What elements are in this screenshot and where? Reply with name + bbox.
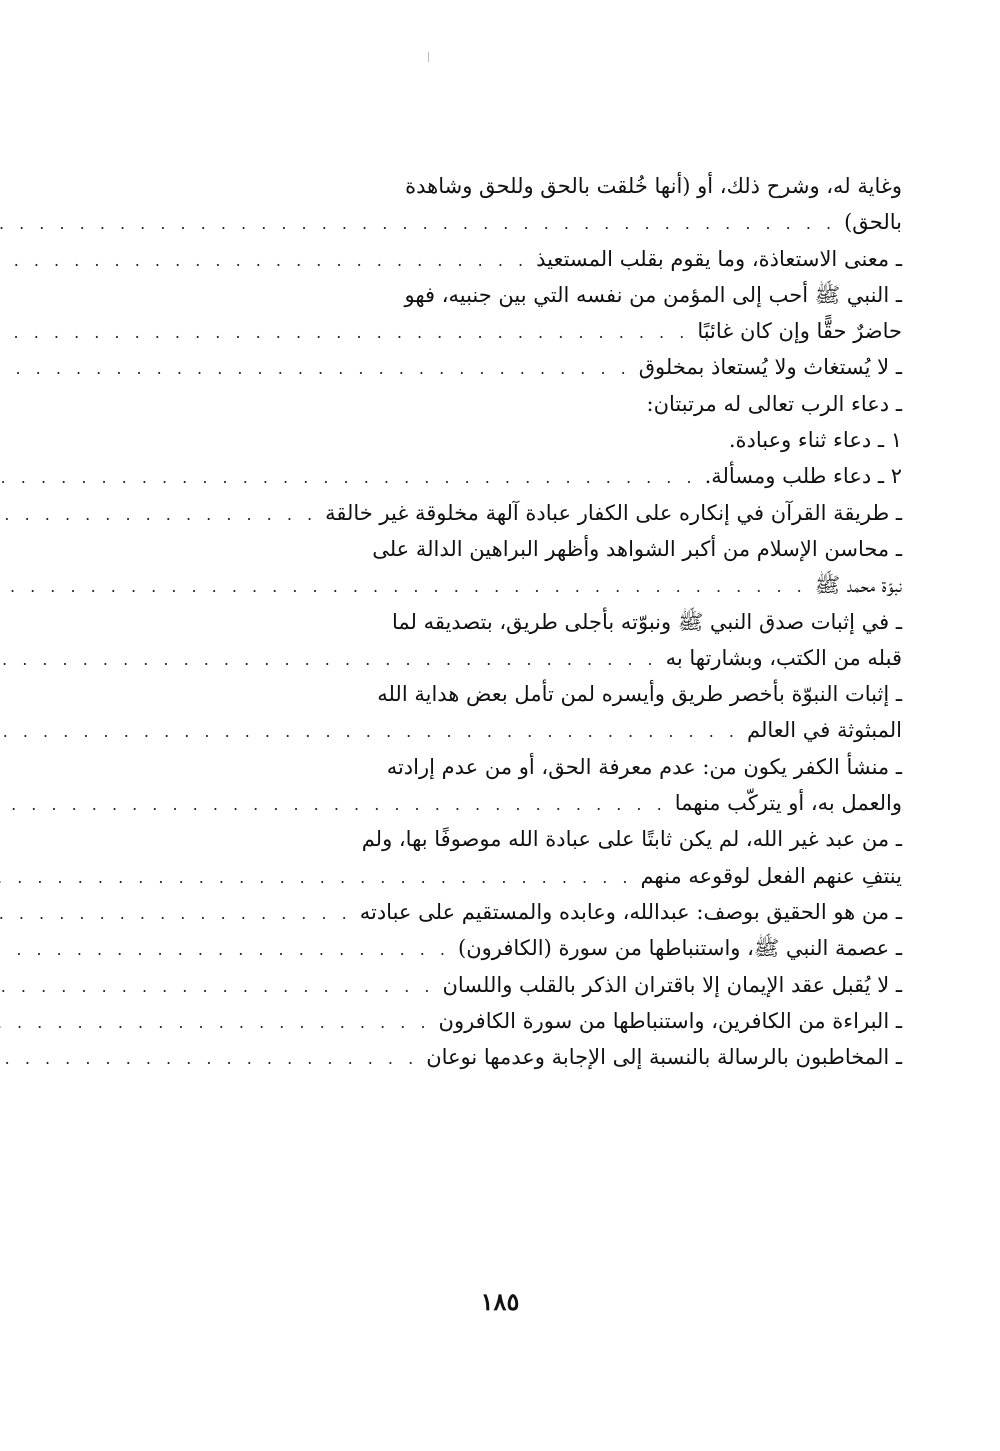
dot-leader <box>0 787 675 823</box>
dot-leader <box>0 206 844 242</box>
dot-leader <box>0 315 697 351</box>
page-number: ١٨٥ <box>480 1287 520 1316</box>
index-text: المبثوثة في العالم <box>746 718 902 743</box>
index-line <box>134 277 902 313</box>
dot-leader <box>0 1005 439 1041</box>
index-line <box>134 894 902 930</box>
index-line <box>134 712 902 748</box>
index-line <box>134 676 902 712</box>
index-text: ـ المخاطبون بالرسالة بالنسبة إلى الإجابة وعدمها نوعان <box>426 1045 902 1070</box>
index-text: ـ النبي ﷺ أحب إلى المؤمن من نفسه التي بين جنبيه، فهو <box>404 282 902 307</box>
dot-leader <box>0 243 536 279</box>
index-line <box>134 531 902 567</box>
index-line <box>134 204 902 240</box>
index-line <box>134 168 902 204</box>
index-text: بالحق) <box>844 210 902 235</box>
index-text: ـ من عبد غير الله، لم يكن ثابتًا على عبادة الله موصوفًا بها، ولم <box>361 827 902 852</box>
index-text: ٢ ـ دعاء طلب ومسألة. <box>704 464 902 489</box>
index-text: ـ معنى الاستعاذة، وما يقوم بقلب المستعيذ <box>536 246 902 271</box>
index-text: ينتفِ عنهم الفعل لوقوعه منهم <box>640 863 902 888</box>
index-line <box>134 495 902 531</box>
index-text: ١ ـ دعاء ثناء وعبادة. <box>728 428 902 453</box>
index-line <box>134 604 902 640</box>
index-text: ـ لا يُقبل عقد الإيمان إلا باقتران الذكر بالقلب واللسان <box>442 972 902 997</box>
index-line <box>134 640 902 676</box>
index-text: ـ إثبات النبوّة بأخصر طريق وأيسره لمن تأمل بعض هداية الله <box>377 682 902 707</box>
index-line <box>134 458 902 494</box>
index-text: ـ طريقة القرآن في إنكاره على الكفار عبادة آلهة مخلوقة غير خالقة <box>325 500 902 525</box>
index-line <box>134 567 902 603</box>
dot-leader <box>0 569 815 605</box>
index-line <box>134 386 902 422</box>
index-line <box>134 1039 902 1075</box>
dot-leader <box>0 497 325 533</box>
dot-leader <box>0 642 666 678</box>
index-text: ـ عصمة النبي ﷺ، واستنباطها من سورة (الكافرون) <box>458 936 902 961</box>
index-line <box>134 930 902 966</box>
dot-leader <box>0 1041 426 1077</box>
index-text: نبوّة محمد ﷺ <box>814 573 902 598</box>
index-text: ـ دعاء الرب تعالى له مرتبتان: <box>646 391 902 416</box>
dot-leader <box>0 969 442 1005</box>
index-text: ـ البراءة من الكافرين، واستنباطها من سورة الكافرون <box>438 1008 902 1033</box>
index-line <box>134 313 902 349</box>
index-line <box>134 241 902 277</box>
index-line <box>134 1003 902 1039</box>
dot-leader <box>0 860 640 896</box>
index-text: قبله من الكتب، وبشارتها به <box>665 645 902 670</box>
index-line <box>134 821 902 857</box>
index-text: والعمل به، أو يتركّب منهما <box>674 791 902 816</box>
index-text: ـ لا يُستغاث ولا يُستعاذ بمخلوق <box>638 355 902 380</box>
index-text: حاضرٌ حقًّا وإن كان غائبًا <box>697 319 902 344</box>
dot-leader <box>0 714 747 750</box>
scan-mark <box>428 52 429 62</box>
index-entries <box>134 168 902 1075</box>
dot-leader <box>0 896 360 932</box>
index-line <box>134 785 902 821</box>
index-text: ـ في إثبات صدق النبي ﷺ ونبوّته بأجلى طريق، بتصديقه لما <box>391 609 902 634</box>
index-line <box>134 422 902 458</box>
index-text: ـ محاسن الإسلام من أكبر الشواهد وأظهر البراهين الدالة على <box>372 536 902 561</box>
dot-leader <box>0 460 705 496</box>
index-text: ـ من هو الحقيق بوصف: عبدالله، وعابده والمستقيم على عبادته <box>359 899 902 924</box>
index-line <box>134 749 902 785</box>
index-text: وغاية له، وشرح ذلك، أو (أنها خُلقت بالحق وللحق وشاهدة <box>405 174 902 198</box>
index-line <box>134 858 902 894</box>
index-text: ـ منشأ الكفر يكون من: عدم معرفة الحق، أو من عدم إرادته <box>386 754 902 779</box>
dot-leader <box>0 932 458 968</box>
dot-leader <box>0 351 639 387</box>
index-line <box>134 349 902 385</box>
index-line <box>134 967 902 1003</box>
